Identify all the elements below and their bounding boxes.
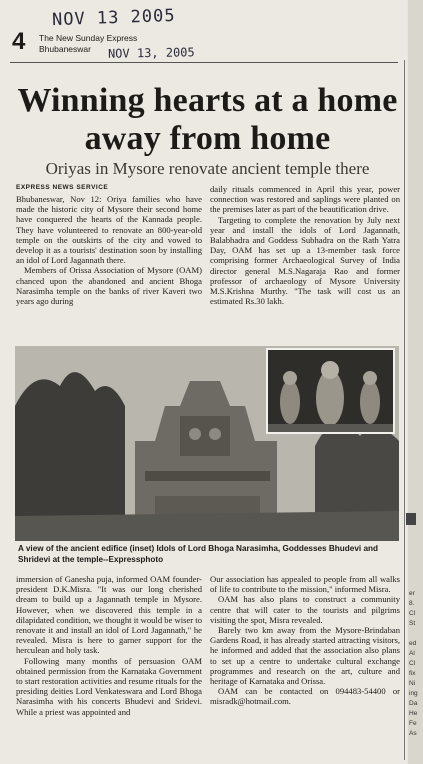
paragraph: Following many months of persuasion OAM obtained permission from the Karnataka Government to start restoration activities and resume rituals for the presiding deities Lord Venkateswara and Lord Bhoga Narasimha with his concerts Bhudevi and Sridevi. While a priest was appointed and — [16, 655, 202, 717]
column-lower-left — [16, 574, 202, 717]
handwritten-date-stamp: NOV 13, 2005 — [107, 45, 195, 61]
photo-caption: A view of the ancient edifice (inset) Idols of Lord Bhoga Narasimha, Goddesses Bhudevi and Shridevi at the temple--Expressphoto — [18, 544, 379, 564]
adjacent-text-fragment: St — [409, 620, 416, 627]
paragraph: OAM can be contacted on 094483-54400 or misradk@hotmail.com. — [210, 686, 400, 707]
handwritten-date-top: NOV 13 2005 — [51, 5, 176, 31]
paragraph: Members of Orissa Association of Mysore (OAM) chanced upon the abandoned and ancient Bhoga Narasimha temple on the banks of river Kaveri two years ago during — [16, 265, 202, 307]
paragraph: Barely two km away from the Mysore-Brindaban Gardens Road, it has already started attracting visitors, he informed and added that the association also plans to set up a centre to undertake cultural exchange programmes and research on the art, culture and heritage of Karnataka and Orissa. — [210, 625, 400, 687]
column-divider — [404, 60, 405, 760]
adjacent-text-fragment: Da — [409, 700, 418, 707]
paragraph: immersion of Ganesha puja, informed OAM founder-president D.K.Misra. "It was our long cherished dream to build up a Jagannath temple in Mysore. However, when we discovered this temple in a dilapidated condition, we thought it would be wiser to renovate it and install an idol of Lord Jagannath," he revealed. Misra is here to garner support for the herculean and holy task. — [16, 574, 202, 656]
idols-inset-photo — [266, 348, 395, 434]
adjacent-text-fragment: As — [409, 730, 417, 737]
column-upper-left — [16, 194, 202, 306]
paragraph: Targeting to complete the renovation by July next year and install the idols of Lord Jagannath, Balabhadra and Goddess Subhadra on the Rath Yatra Day, OAM has set up a 13-member task force comprising former Archaeological Survey of India director general M.S.Nagaraja Rao and former professor of archaeology of Mysore University M.S.Krishna Murthy. "The task will cost us an estimated Rs.30 lakh. — [210, 214, 400, 307]
paragraph: Our association has appealed to people from all walks of life to contribute to the mission," informed Misra. — [210, 574, 400, 595]
adjacent-text-fragment: er — [409, 590, 415, 597]
idols-inset-art — [268, 350, 393, 432]
adjacent-text-fragment: ed — [409, 640, 417, 647]
paragraph: Bhubaneswar, Nov 12: Oriya families who have made the historic city of Mysore their second home have conquered the hearts of the Kannada people. They have volunteered to renovate an 800-year-old temple on the outskirts of the city and vowed to develop it as a tourists' destination soon by installing an idol of Lord Jagannath there. — [16, 194, 202, 266]
paragraph: daily rituals commenced in April this year, power connection was restored and saplings were planted on the premises later as part of the beautification drive. — [210, 184, 400, 215]
adjacent-text-fragment: ing — [409, 690, 418, 697]
adjacent-text-fragment: 8. — [409, 600, 415, 607]
paragraph: OAM has also plans to construct a community centre that will cater to the tourists and pilgrims visiting the spot, Misra revealed. — [210, 594, 400, 625]
masthead-rule — [10, 62, 398, 63]
adjacent-text-fragment: Cl — [409, 610, 416, 617]
adjacent-text-fragment: He — [409, 710, 418, 717]
paper-name: The New Sunday Express — [39, 33, 138, 43]
adjacent-text-fragment: fix — [409, 670, 416, 677]
adjacent-text-fragment: Al — [409, 650, 415, 657]
margin-marker — [406, 513, 416, 525]
headline: Winning hearts at a home away from home — [17, 82, 398, 157]
subheadline: Oriyas in Mysore renovate ancient temple there — [45, 159, 370, 178]
page-number: 4 — [12, 28, 26, 55]
paper-city: Bhubaneswar — [39, 44, 91, 54]
adjacent-text-fragment: Ni — [409, 680, 416, 687]
column-upper-right — [210, 184, 400, 306]
column-lower-right — [210, 574, 400, 707]
byline: EXPRESS NEWS SERVICE — [16, 184, 109, 191]
adjacent-text-fragment: Fe — [409, 720, 417, 727]
adjacent-text-fragment: Cl — [409, 660, 416, 667]
